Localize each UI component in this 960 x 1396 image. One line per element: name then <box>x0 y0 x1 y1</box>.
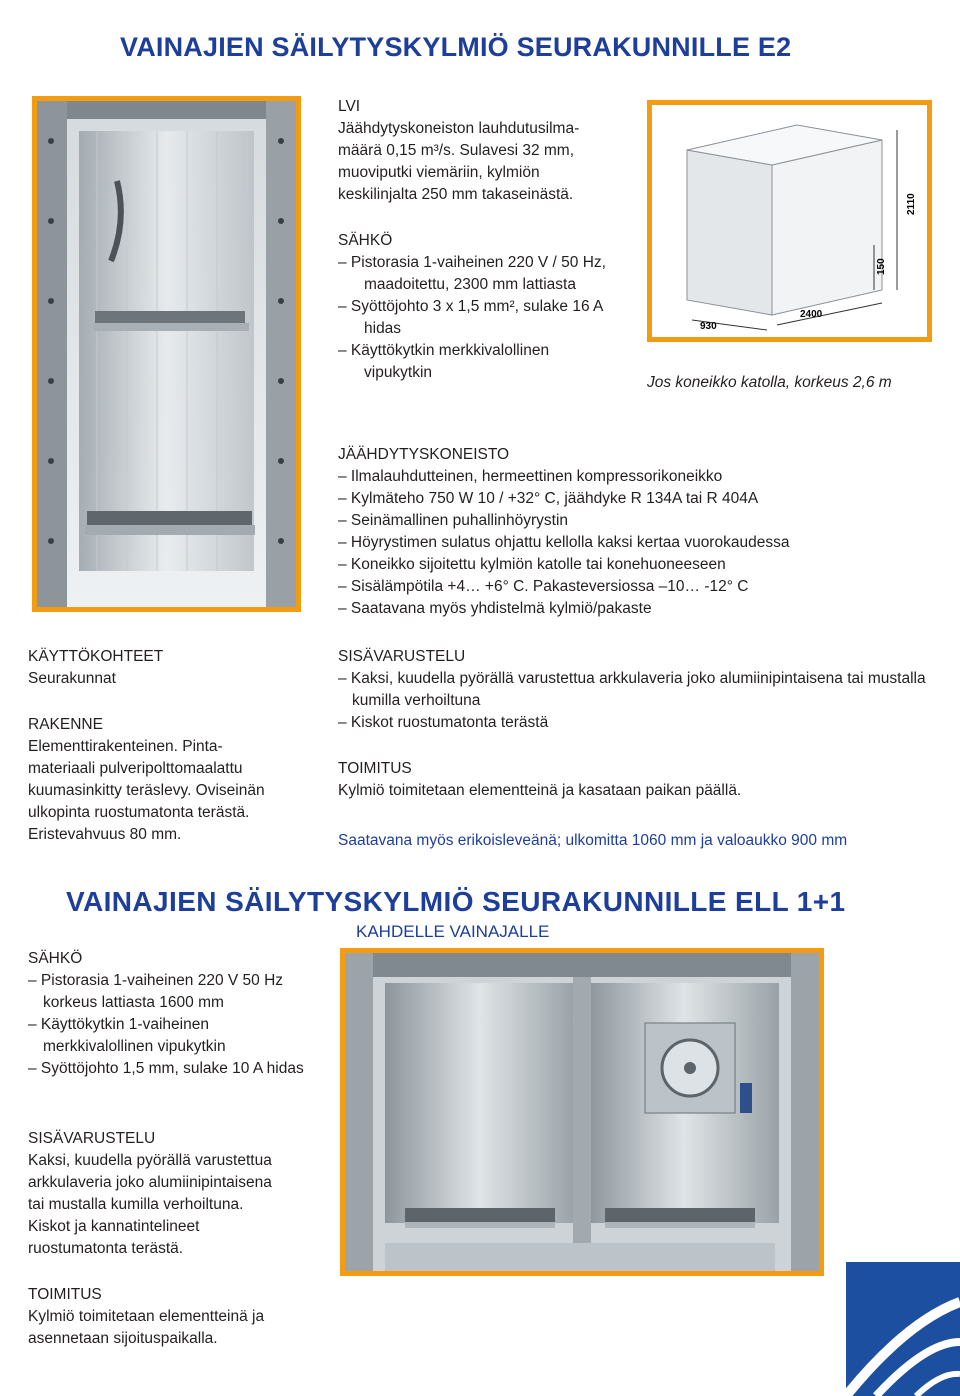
diagram-caption: Jos koneikko katolla, korkeus 2,6 m <box>647 374 892 391</box>
kayttokohteet-heading: KÄYTTÖKOHTEET <box>28 648 164 665</box>
toimitus-heading: TOIMITUS <box>28 1286 102 1303</box>
jaahdytys-item: – Kylmäteho 750 W 10 / +32° C, jäähdyke R 134A tai R 404A <box>338 490 759 507</box>
sisavarustelu-line: arkkulaveria joko alumiinipintaisena <box>28 1174 272 1191</box>
sahko-heading: SÄHKÖ <box>338 232 393 249</box>
dim-width: 930 <box>700 321 717 332</box>
sahko-item: – Käyttökytkin 1-vaiheinen merkkivalollinen vipukytkin <box>28 1016 226 1055</box>
lvi-line: Jäähdytyskoneiston lauhdutusilma- <box>338 120 580 137</box>
cold-room-photo <box>32 96 301 612</box>
sahko-heading: SÄHKÖ <box>28 950 83 967</box>
sisavarustelu-heading: SISÄVARUSTELU <box>28 1130 156 1147</box>
sisavarustelu-line: tai mustalla kumilla verhoiltuna. <box>28 1196 244 1213</box>
sisavarustelu-item: – Kiskot ruostumatonta terästä <box>338 714 549 731</box>
sahko-item: – Käyttökytkin merkkivalollinen vipukytkin <box>338 342 550 381</box>
sahko-item: – Syöttöjohto 1,5 mm, sulake 10 A hidas <box>28 1060 304 1077</box>
toimitus-line: asennetaan sijoituspaikalla. <box>28 1330 218 1347</box>
sisavarustelu-section-2 <box>28 1128 328 1260</box>
sisavarustelu-line: Kiskot ja kannatintelineet <box>28 1218 200 1235</box>
toimitus-heading: TOIMITUS <box>338 760 412 777</box>
special-width-note: Saatavana myös erikoisleveänä; ulkomitta 1060 mm ja valoaukko 900 mm <box>338 832 848 849</box>
sahko-section-2 <box>28 948 313 1080</box>
jaahdytys-item: – Koneikko sijoitettu kylmiön katolle tai konehuoneeseen <box>338 556 726 573</box>
rakenne-line: Eristevahvuus 80 mm. <box>28 826 182 843</box>
section-subtitle: KAHDELLE VAINAJALLE <box>356 922 550 941</box>
sisavarustelu-line: ruostumatonta terästä. <box>28 1240 184 1257</box>
jaahdytys-item: – Saatavana myös yhdistelmä kylmiö/pakaste <box>338 600 652 617</box>
lvi-line: keskilinjalta 250 mm takaseinästä. <box>338 186 574 203</box>
sahko-item: – Pistorasia 1-vaiheinen 220 V / 50 Hz, maadoitettu, 2300 mm lattiasta <box>338 254 606 293</box>
rakenne-line: ulkopinta ruostumatonta terästä. <box>28 804 250 821</box>
double-cold-room-photo <box>340 948 824 1276</box>
sisavarustelu-item: – Kaksi, kuudella pyörällä varustettua arkkulaveria joko alumiinipintaisena tai mustalla kumilla verhoiltuna <box>338 670 926 709</box>
toimitus-line: Kylmiö toimitetaan elementteinä ja <box>28 1308 265 1325</box>
jaahdytys-item: – Höyrystimen sulatus ohjattu kellolla kaksi kertaa vuorokaudessa <box>338 534 790 551</box>
rakenne-line: kuumasinkitty teräslevy. Oviseinän <box>28 782 265 799</box>
toimitus-section <box>338 758 938 802</box>
rakenne-line: Elementtirakenteinen. Pinta- <box>28 738 223 755</box>
sisavarustelu-line: Kaksi, kuudella pyörällä varustettua <box>28 1152 272 1169</box>
lvi-heading: LVI <box>338 98 361 115</box>
jaahdytys-item: – Sisälämpötila +4… +6° C. Pakasteversiossa –10… -12° C <box>338 578 749 595</box>
jaahdytys-item: – Seinämallinen puhallinhöyrystin <box>338 512 569 529</box>
page-title: VAINAJIEN SÄILYTYSKYLMIÖ SEURAKUNNILLE E2 <box>120 32 792 62</box>
lvi-section <box>338 96 638 206</box>
rakenne-section <box>28 714 328 846</box>
lvi-line: muoviputki viemäriin, kylmiön <box>338 164 540 181</box>
rakenne-line: materiaali pulveripolttomaalattu <box>28 760 243 777</box>
sahko-item: – Syöttöjohto 3 x 1,5 mm², sulake 16 A hidas <box>338 298 603 337</box>
jaahdytys-item: – Ilmalauhdutteinen, hermeettinen kompressorikoneikko <box>338 468 723 485</box>
sisavarustelu-section <box>338 646 938 734</box>
dim-length: 2400 <box>800 309 823 320</box>
toimitus-text: Kylmiö toimitetaan elementteinä ja kasataan paikan päällä. <box>338 782 742 799</box>
kayttokohteet-text: Seurakunnat <box>28 670 116 687</box>
dim-roof: 150 <box>876 258 887 275</box>
dimension-diagram <box>647 100 932 342</box>
section-title: VAINAJIEN SÄILYTYSKYLMIÖ SEURAKUNNILLE ELL 1+1 <box>66 886 846 917</box>
sahko-item: – Pistorasia 1-vaiheinen 220 V 50 Hz korkeus lattiasta 1600 mm <box>28 972 284 1011</box>
dim-height: 2110 <box>906 193 917 215</box>
jaahdytys-heading: JÄÄHDYTYSKONEISTO <box>338 446 510 463</box>
toimitus-section-2 <box>28 1284 328 1350</box>
sisavarustelu-heading: SISÄVARUSTELU <box>338 648 466 665</box>
kayttokohteet-section <box>28 646 318 690</box>
brand-corner-graphic <box>846 1262 960 1396</box>
rakenne-heading: RAKENNE <box>28 716 103 733</box>
jaahdytys-section <box>338 444 938 620</box>
sahko-section <box>338 230 608 384</box>
lvi-line: määrä 0,15 m³/s. Sulavesi 32 mm, <box>338 142 575 159</box>
